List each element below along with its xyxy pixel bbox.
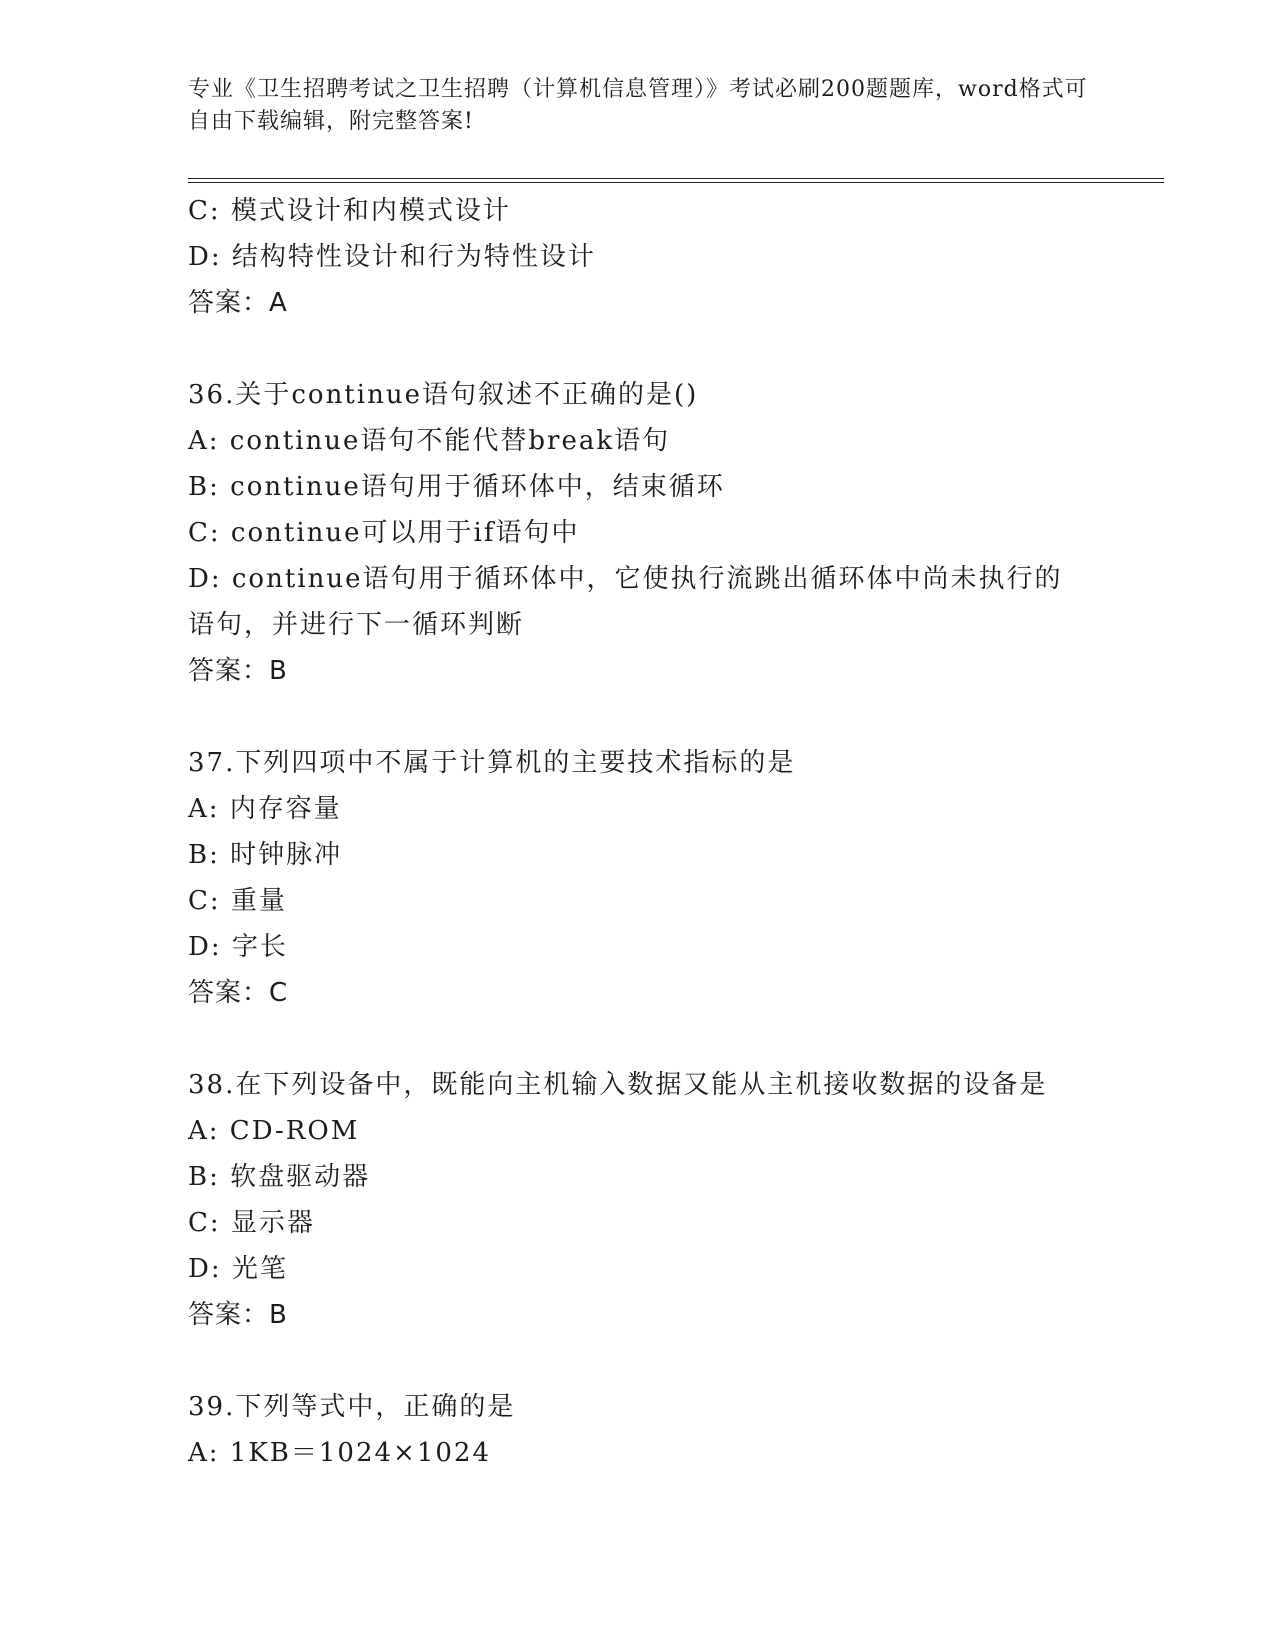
question-38	[188, 1062, 1088, 1338]
spacer	[188, 1338, 1088, 1384]
question-stem: 37.下列四项中不属于计算机的主要技术指标的是	[188, 748, 796, 778]
option-c: C: 模式设计和内模式设计	[188, 196, 511, 226]
spacer	[188, 326, 1088, 372]
question-stem: 38.在下列设备中，既能向主机输入数据又能从主机接收数据的设备是	[188, 1070, 1048, 1100]
option-b: B: 软盘驱动器	[188, 1162, 371, 1192]
header-rule-bottom	[188, 182, 1164, 183]
answer: 答案：B	[188, 656, 288, 686]
option-c: C: 显示器	[188, 1208, 315, 1238]
question-37	[188, 740, 1088, 1016]
option-a: A: continue语句不能代替break语句	[188, 426, 671, 456]
option-b: B: continue语句用于循环体中，结束循环	[188, 472, 725, 502]
option-a: A: 内存容量	[188, 794, 342, 824]
option-c: C: 重量	[188, 886, 287, 916]
question-39	[188, 1384, 1088, 1476]
question-36	[188, 372, 1088, 694]
option-d: D: 字长	[188, 932, 288, 962]
option-d: D: 光笔	[188, 1254, 288, 1284]
document-header: 专业《卫生招聘考试之卫生招聘（计算机信息管理）》考试必刷200题题库，word格式可自由下载编辑，附完整答案!	[188, 77, 1088, 134]
previous-question-tail	[188, 188, 1088, 326]
answer: 答案：A	[188, 288, 288, 318]
question-stem: 39.下列等式中，正确的是	[188, 1392, 516, 1422]
answer: 答案：B	[188, 1300, 288, 1330]
option-b: B: 时钟脉冲	[188, 840, 343, 870]
option-d: D: 结构特性设计和行为特性设计	[188, 242, 596, 272]
option-a: A: CD-ROM	[188, 1116, 360, 1146]
answer: 答案：C	[188, 978, 289, 1008]
question-list	[188, 188, 1088, 1476]
option-c: C: continue可以用于if语句中	[188, 518, 580, 548]
question-stem: 36.关于continue语句叙述不正确的是()	[188, 380, 699, 410]
spacer	[188, 694, 1088, 740]
header-rule-top	[188, 178, 1164, 179]
option-d: D: continue语句用于循环体中，它使执行流跳出循环体中尚未执行的语句，并进行下一循环判断	[188, 564, 1063, 640]
option-a: A: 1KB＝1024×1024	[188, 1438, 491, 1468]
spacer	[188, 1016, 1088, 1062]
